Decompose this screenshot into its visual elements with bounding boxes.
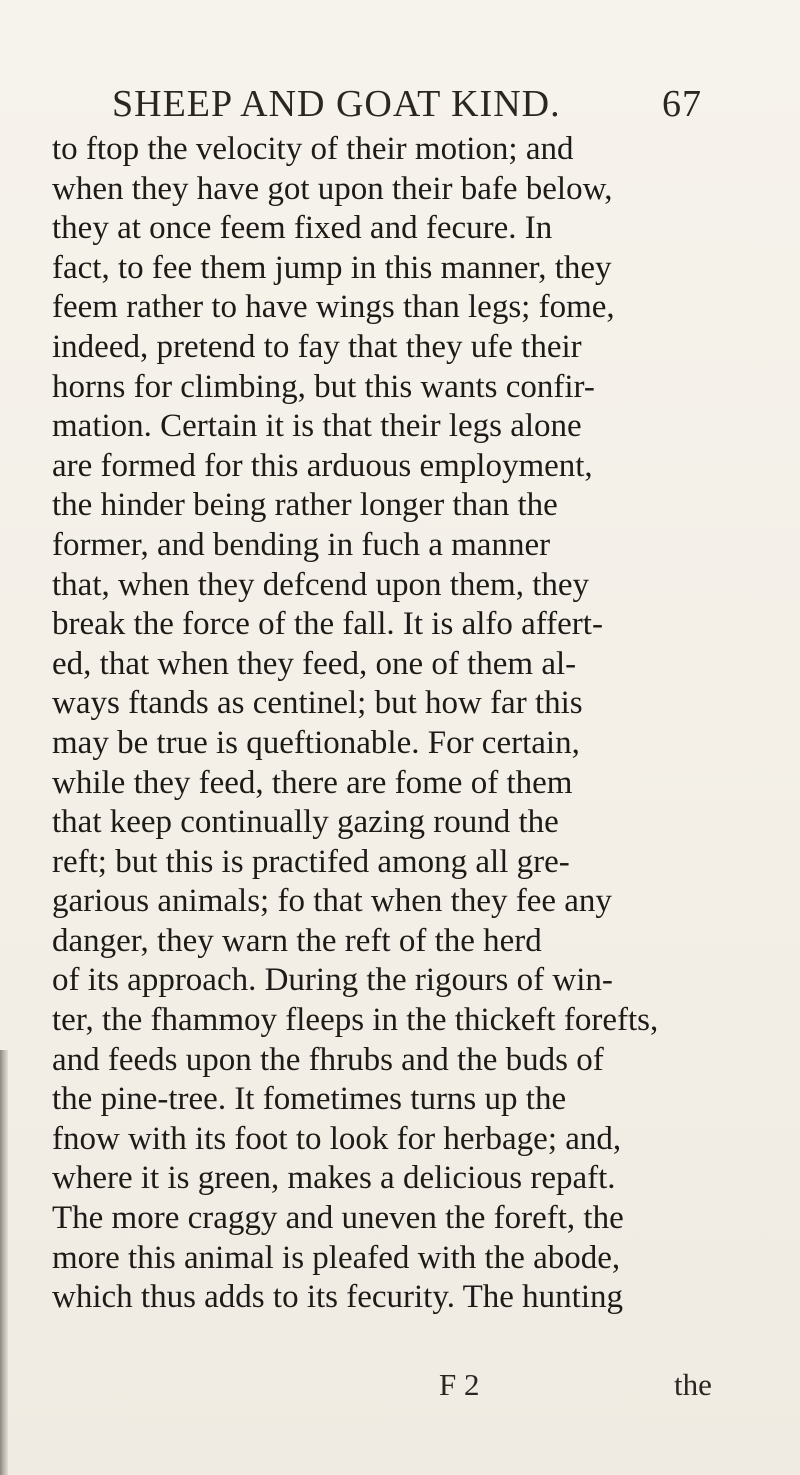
text-line: the hinder being rather longer than the — [52, 487, 558, 524]
signature-mark: F 2 — [439, 1367, 480, 1402]
body-text — [52, 130, 792, 1318]
text-line: to ftop the velocity of their motion; and — [52, 131, 574, 167]
text-line: more this animal is pleafed with the abode, — [52, 1239, 621, 1276]
text-line: ed, that when they feed, one of them al- — [52, 645, 577, 682]
text-line: former, and bending in fuch a manner — [52, 526, 551, 563]
text-line: fnow with its foot to look for herbage; and, — [52, 1120, 622, 1157]
text-line: fact, to fee them jump in this manner, they — [52, 249, 612, 286]
text-line: the pine-tree. It fometimes turns up the — [52, 1081, 567, 1118]
text-line: horns for climbing, but this wants confir- — [52, 368, 595, 405]
text-line: that keep continually gazing round the — [52, 804, 559, 841]
text-line: ter, the fhammoy fleeps in the thickeft forefts, — [52, 1002, 659, 1039]
text-line: they at once feem fixed and fecure. In — [52, 210, 553, 247]
text-line: that, when they defcend upon them, they — [52, 566, 590, 603]
text-line: are formed for this arduous employment, — [52, 447, 593, 484]
text-line: garious animals; fo that when they fee any — [52, 883, 612, 920]
text-line: feem rather to have wings than legs; fome, — [52, 289, 615, 326]
text-line: may be true is queftionable. For certain, — [52, 724, 580, 761]
page-number: 67 — [662, 83, 702, 125]
text-line: which thus adds to its fecurity. The hunting — [52, 1279, 624, 1316]
text-line: ways ftands as centinel; but how far this — [52, 685, 583, 722]
text-line: mation. Certain it is that their legs alone — [52, 408, 582, 445]
text-line: The more craggy and uneven the foreft, the — [52, 1200, 624, 1237]
text-line: while they feed, there are fome of them — [52, 764, 573, 801]
text-line: and feeds upon the fhrubs and the buds of — [52, 1041, 604, 1078]
page-edge-shadow — [0, 1050, 8, 1475]
text-line: where it is green, makes a delicious repaft. — [52, 1160, 616, 1197]
catchword: the — [674, 1367, 712, 1402]
text-line: danger, they warn the reft of the herd — [52, 922, 542, 959]
running-head — [112, 82, 702, 132]
page-footer — [52, 1367, 792, 1407]
running-head-title: SHEEP AND GOAT KIND. — [112, 83, 561, 125]
text-line: of its approach. During the rigours of win- — [52, 962, 613, 999]
text-line: break the force of the fall. It is alfo affert- — [52, 606, 603, 643]
text-line: reft; but this is practifed among all gre- — [52, 843, 570, 880]
text-line: when they have got upon their bafe below, — [52, 170, 613, 207]
text-line: indeed, pretend to fay that they ufe their — [52, 328, 582, 365]
